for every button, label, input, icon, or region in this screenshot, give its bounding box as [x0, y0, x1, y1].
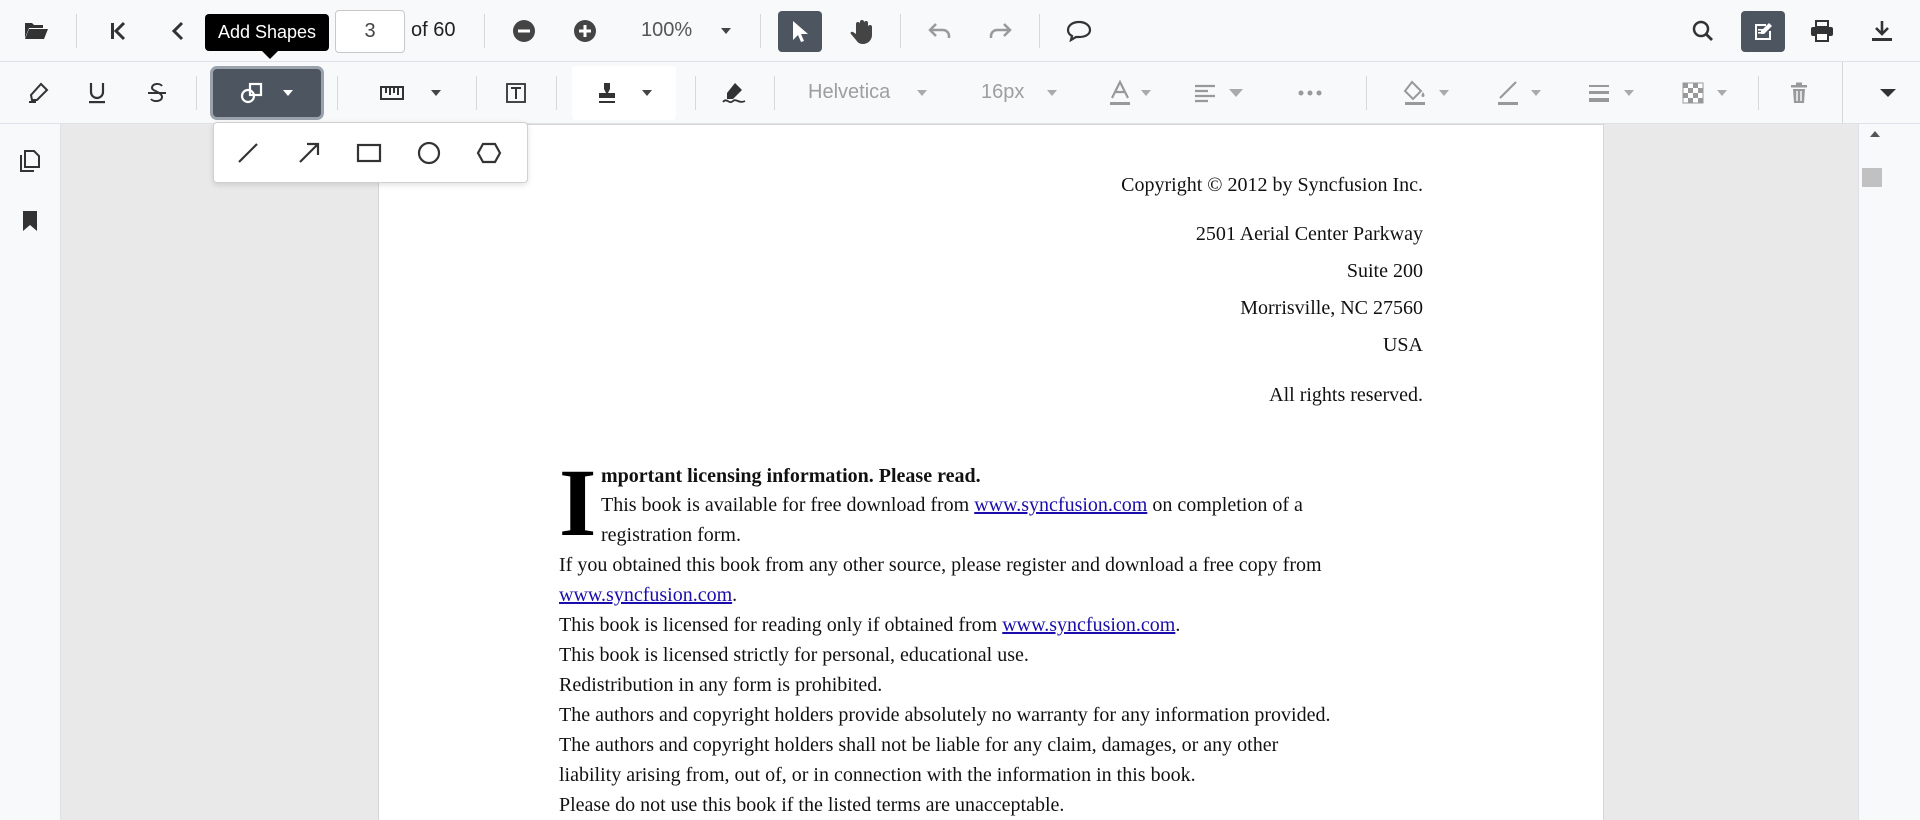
measure-dropdown-arrow[interactable]: [424, 74, 448, 112]
arrow-shape-button[interactable]: [289, 133, 329, 173]
license-line-10: liability arising from, out of, or in connection with the information in this book.: [559, 764, 1196, 786]
copyright-line: Copyright © 2012 by Syncfusion Inc.: [1121, 174, 1423, 196]
chevron-down-icon: [916, 89, 928, 97]
license-line-7: Redistribution in any form is prohibited.: [559, 674, 883, 696]
delete-annotation-button[interactable]: [1779, 74, 1819, 112]
line-thickness-button[interactable]: [1579, 74, 1619, 112]
underline-icon: [86, 81, 108, 105]
syncfusion-link[interactable]: www.syncfusion.com: [1002, 614, 1176, 636]
font-size-dropdown[interactable]: 16px: [981, 81, 1025, 103]
license-line-8: The authors and copyright holders provide absolutely no warranty for any information provided.: [559, 704, 1331, 726]
hand-pan-icon: [850, 19, 874, 45]
paint-bucket-icon: [1403, 80, 1427, 106]
toolbar-separator: [76, 14, 77, 48]
highlight-button[interactable]: [18, 74, 58, 112]
zoom-in-button[interactable]: [565, 12, 605, 50]
license-line-5: This book is licensed for reading only if obtained from www.syncfusion.com.: [559, 614, 1181, 636]
stroke-color-icon: [1496, 80, 1520, 106]
toolbar-separator: [476, 76, 477, 110]
toolbar-separator: [1842, 62, 1843, 124]
pan-tool-button[interactable]: [840, 11, 884, 52]
toolbar-separator: [556, 76, 557, 110]
chevron-down-icon: [1879, 88, 1897, 98]
toolbar-separator: [1366, 76, 1367, 110]
bookmarks-button[interactable]: [10, 202, 50, 240]
toolbar-separator: [695, 76, 696, 110]
license-line-1: This book is available for free download from www.syncfusion.com on completion of a: [601, 494, 1303, 516]
text-align-button[interactable]: [1185, 74, 1225, 112]
edit-annotation-button[interactable]: [1741, 11, 1785, 52]
address-line-4: USA: [1382, 334, 1423, 356]
comment-icon: [1066, 20, 1092, 42]
measure-button[interactable]: [372, 74, 412, 112]
fill-color-dropdown-arrow[interactable]: [1432, 74, 1456, 112]
page-thumbnails-icon: [19, 149, 41, 173]
chevron-down-icon: [430, 89, 442, 97]
font-family-dropdown-arrow[interactable]: [910, 74, 934, 112]
font-family-dropdown[interactable]: Helvetica: [808, 81, 891, 103]
more-options-icon: [1298, 90, 1322, 96]
chevron-down-icon: [1228, 88, 1244, 98]
signature-button[interactable]: [714, 74, 754, 112]
download-button[interactable]: [1862, 12, 1902, 50]
previous-page-button[interactable]: [158, 12, 198, 50]
underline-button[interactable]: [77, 74, 117, 112]
strikethrough-icon: [146, 81, 168, 105]
toolbar-separator: [484, 14, 485, 48]
address-line-3: Morrisville, NC 27560: [1240, 297, 1423, 319]
text-box-icon: [505, 82, 527, 104]
download-icon: [1871, 20, 1893, 42]
toolbar-separator: [774, 76, 775, 110]
chevron-down-icon: [282, 89, 294, 97]
strikethrough-button[interactable]: [137, 74, 177, 112]
page-thumbnails-button[interactable]: [10, 142, 50, 180]
line-thickness-icon: [1587, 83, 1611, 103]
opacity-dropdown-arrow[interactable]: [1710, 74, 1734, 112]
comment-button[interactable]: [1059, 12, 1099, 50]
undo-icon: [928, 22, 952, 40]
chevron-down-icon: [1716, 89, 1728, 97]
syncfusion-link[interactable]: www.syncfusion.com: [974, 494, 1148, 516]
stamp-button[interactable]: [572, 66, 676, 120]
license-line-4: www.syncfusion.com.: [559, 584, 738, 606]
stroke-color-button[interactable]: [1488, 74, 1528, 112]
annotation-toolbar: [0, 62, 1920, 124]
signature-pen-icon: [721, 81, 747, 105]
shapes-popup: [213, 122, 528, 183]
redo-button[interactable]: [980, 12, 1020, 50]
add-shapes-button[interactable]: [213, 69, 321, 117]
rectangle-shape-button[interactable]: [349, 133, 389, 173]
toolbar-separator: [900, 14, 901, 48]
text-align-dropdown-arrow[interactable]: [1224, 74, 1248, 112]
chevron-down-icon: [1623, 89, 1635, 97]
chevron-down-icon: [1530, 89, 1542, 97]
scroll-up-icon: [1869, 130, 1881, 138]
more-text-options-button[interactable]: [1290, 74, 1330, 112]
address-line-2: Suite 200: [1346, 260, 1423, 282]
zoom-level-dropdown[interactable]: 100%: [641, 19, 693, 41]
rectangle-icon: [356, 143, 382, 163]
shapes-icon: [240, 81, 266, 105]
add-shapes-tooltip: Add Shapes: [205, 14, 329, 51]
stroke-color-dropdown-arrow[interactable]: [1524, 74, 1548, 112]
license-line-11: Please do not use this book if the listed terms are unacceptable.: [559, 794, 1065, 816]
print-icon: [1810, 20, 1834, 42]
zoom-out-icon: [512, 19, 536, 43]
page-number-input[interactable]: 3: [335, 10, 405, 53]
circle-shape-button[interactable]: [409, 133, 449, 173]
search-icon: [1692, 20, 1714, 42]
chevron-down-icon: [1046, 89, 1058, 97]
line-thickness-dropdown-arrow[interactable]: [1617, 74, 1641, 112]
zoom-out-button[interactable]: [504, 12, 544, 50]
ruler-icon: [380, 85, 404, 101]
page-total-label: of 60: [411, 19, 456, 41]
first-page-icon: [109, 21, 127, 41]
align-left-icon: [1193, 83, 1217, 103]
free-text-button[interactable]: [496, 74, 536, 112]
license-line-9: The authors and copyright holders shall not be liable for any claim, damages, or any other: [559, 734, 1279, 756]
zoom-in-icon: [573, 19, 597, 43]
polygon-icon: [476, 142, 502, 164]
zoom-dropdown-arrow[interactable]: [714, 12, 738, 50]
toolbar-separator: [1758, 76, 1759, 110]
stamp-icon: [595, 81, 619, 105]
toolbar-separator: [760, 14, 761, 48]
trash-icon: [1789, 82, 1809, 104]
line-icon: [237, 142, 259, 164]
drop-cap-letter: I: [559, 449, 597, 556]
bookmark-icon: [21, 210, 39, 232]
license-line-3: If you obtained this book from any other source, please register and download a free copy from: [559, 554, 1322, 576]
license-line-6: This book is licensed strictly for personal, educational use.: [559, 644, 1029, 666]
print-button[interactable]: [1802, 12, 1842, 50]
chevron-down-icon: [1140, 89, 1152, 97]
license-heading: mportant licensing information. Please read.: [601, 465, 981, 487]
polygon-shape-button[interactable]: [469, 133, 509, 173]
font-size-dropdown-arrow[interactable]: [1040, 74, 1064, 112]
arrow-icon: [298, 142, 320, 164]
previous-page-icon: [171, 21, 185, 41]
vertical-scrollbar[interactable]: [1858, 124, 1920, 820]
font-color-dropdown-arrow[interactable]: [1134, 74, 1158, 112]
circle-icon: [417, 141, 441, 165]
first-page-button[interactable]: [98, 12, 138, 50]
toolbar-separator: [1039, 14, 1040, 48]
address-line-1: 2501 Aerial Center Parkway: [1195, 223, 1423, 245]
chevron-down-icon: [641, 89, 653, 97]
folder-open-icon: [23, 20, 49, 42]
fill-color-button[interactable]: [1395, 74, 1435, 112]
open-file-button[interactable]: [16, 12, 56, 50]
font-color-icon: [1108, 80, 1132, 106]
toolbar-separator: [337, 76, 338, 110]
opacity-button[interactable]: [1673, 74, 1713, 112]
redo-icon: [988, 22, 1012, 40]
toolbar-separator: [196, 76, 197, 110]
line-shape-button[interactable]: [228, 133, 268, 173]
navigation-sidebar: [0, 124, 61, 820]
selection-tool-button[interactable]: [778, 11, 822, 52]
search-button[interactable]: [1683, 12, 1723, 50]
chevron-down-icon: [1438, 89, 1450, 97]
selection-pointer-icon: [791, 20, 809, 44]
edit-annotation-icon: [1752, 21, 1774, 43]
syncfusion-link[interactable]: www.syncfusion.com: [559, 584, 733, 606]
opacity-checker-icon: [1682, 82, 1704, 104]
annotation-toolbar-overflow-button[interactable]: [1868, 74, 1908, 112]
highlighter-icon: [27, 82, 49, 104]
rights-line: All rights reserved.: [1269, 384, 1423, 406]
chevron-down-icon: [720, 27, 732, 35]
scrollbar-thumb[interactable]: [1862, 168, 1882, 187]
undo-button[interactable]: [920, 12, 960, 50]
license-line-2: registration form.: [601, 524, 741, 546]
